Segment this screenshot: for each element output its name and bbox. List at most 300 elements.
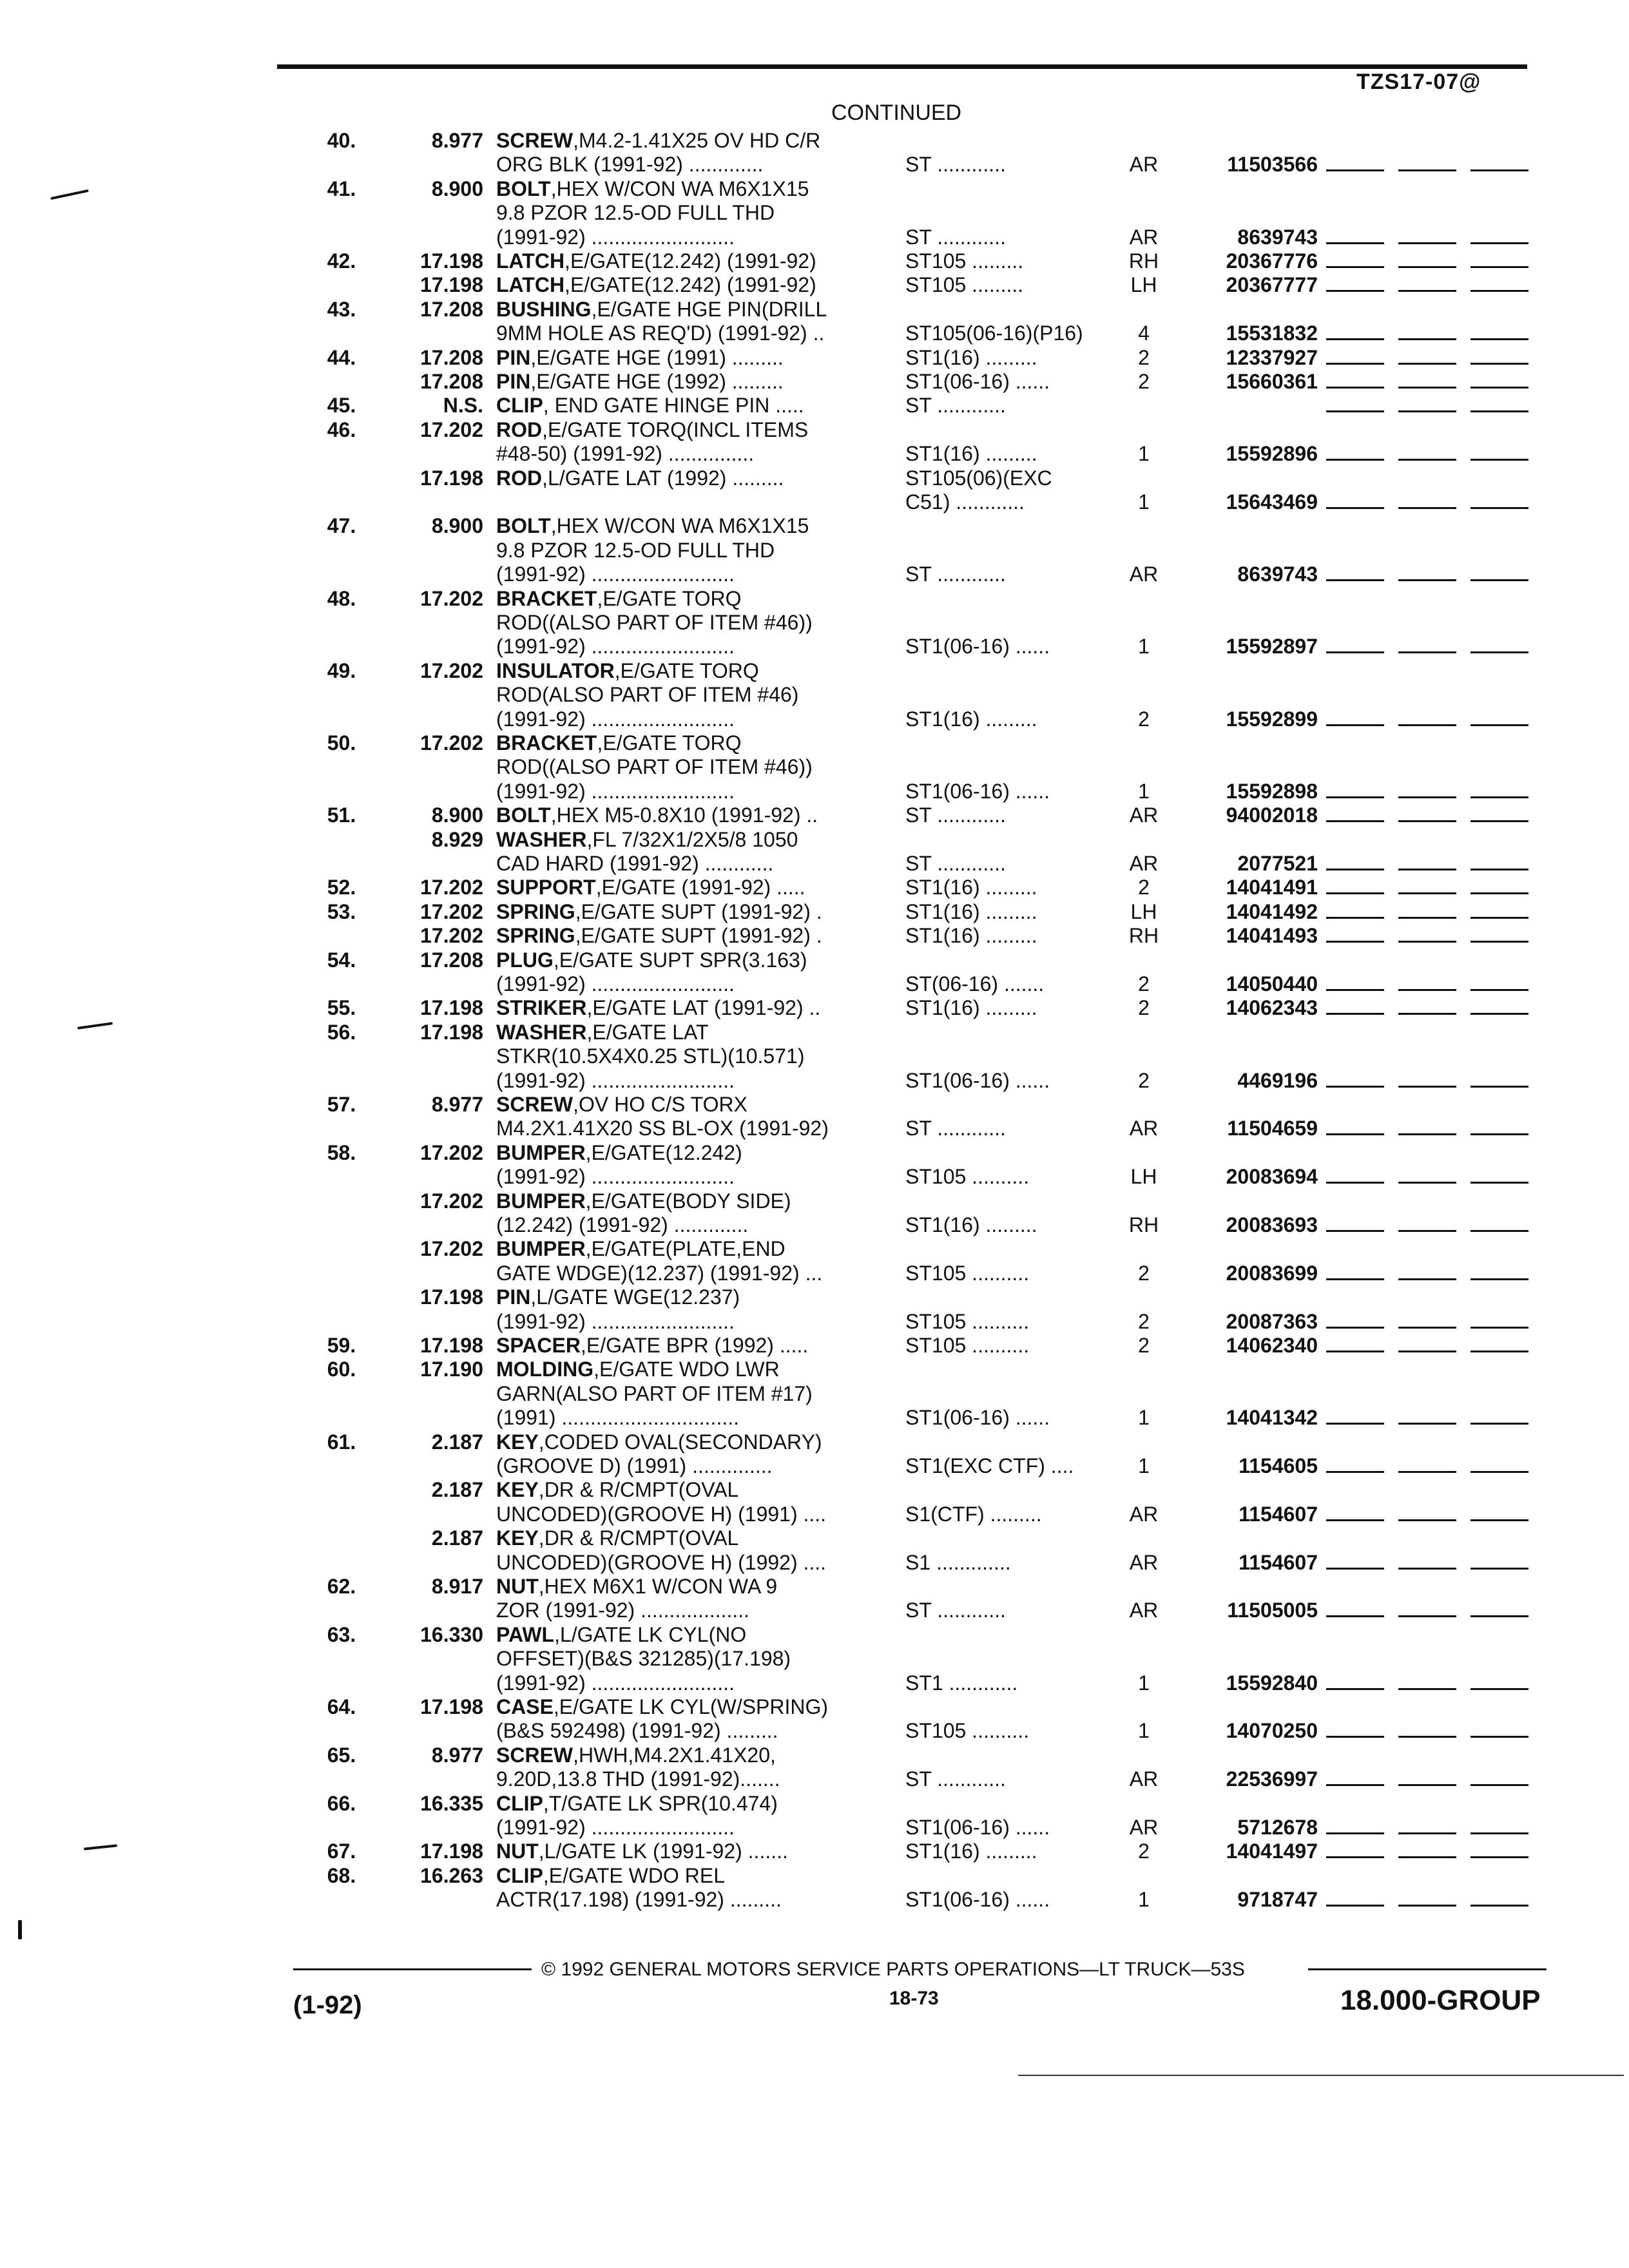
item-number: 53.	[327, 899, 356, 923]
part-description	[496, 1358, 780, 1381]
part-description	[496, 1382, 813, 1405]
part-detail: (1991-92) .........................	[496, 1671, 735, 1695]
part-detail: ,E/GATE BPR (1992) .....	[580, 1334, 809, 1357]
blank-line	[1398, 459, 1456, 461]
blank-line	[1398, 1230, 1456, 1232]
part-detail: #48-50) (1991-92) ...............	[496, 442, 755, 466]
quantity: AR	[1129, 1550, 1159, 1574]
model-usage: ST1(16) .........	[905, 876, 1037, 899]
model-usage: ST ............	[905, 394, 1006, 418]
fill-in-blanks	[1326, 266, 1532, 268]
part-detail: ,L/GATE WGE(12.237)	[530, 1285, 740, 1309]
parts-row	[0, 1744, 1629, 1767]
part-detail: ,E/GATE SUPT SPR(3.163)	[553, 948, 807, 972]
fill-in-blanks	[1326, 387, 1532, 389]
group-number: 16.330	[420, 1622, 483, 1646]
top-rule	[277, 64, 1527, 69]
parts-row	[0, 273, 1629, 296]
fill-in-blanks	[1326, 1736, 1532, 1738]
blank-line	[1398, 892, 1456, 894]
group-number: 17.198	[420, 1334, 483, 1357]
blank-line	[1470, 1471, 1528, 1473]
quantity: 2	[1138, 345, 1150, 369]
item-number: 51.	[327, 803, 356, 827]
part-detail: (1991-92) .........................	[496, 1816, 735, 1839]
fill-in-blanks	[1326, 1519, 1532, 1521]
blank-line	[1398, 1688, 1456, 1690]
part-name: BUSHING	[496, 297, 592, 321]
parts-row	[0, 1406, 1629, 1429]
model-usage: ST1 ............	[905, 1671, 1018, 1695]
group-number: 8.900	[431, 803, 483, 827]
fill-in-blanks	[1326, 1182, 1532, 1184]
blank-line	[1470, 917, 1528, 919]
fill-in-blanks	[1326, 820, 1532, 822]
part-description	[496, 226, 735, 249]
model-usage: ST105(06)(EXC	[905, 466, 1052, 490]
blank-line	[1326, 820, 1384, 822]
model-usage: ST ............	[905, 1599, 1006, 1622]
part-number: 8639743	[1237, 225, 1318, 249]
part-name: SCREW	[496, 129, 574, 152]
quantity: 1	[1138, 1888, 1150, 1912]
part-detail: ,L/GATE LAT (1992) .........	[542, 466, 784, 490]
part-name: BUMPER	[496, 1237, 586, 1261]
part-description	[496, 1888, 782, 1911]
item-number: 62.	[327, 1575, 356, 1598]
blank-line	[1470, 410, 1528, 412]
blank-line	[1398, 1423, 1456, 1425]
part-description	[496, 780, 735, 803]
quantity: RH	[1128, 1213, 1159, 1236]
part-description	[496, 755, 813, 778]
quantity: 2	[1138, 996, 1150, 1020]
part-detail: (GROOVE D) (1991) ..............	[496, 1454, 773, 1477]
part-number: 14041497	[1226, 1840, 1318, 1863]
parts-row	[0, 490, 1629, 514]
part-description	[496, 1695, 828, 1718]
blank-line	[1326, 1905, 1384, 1907]
part-detail: ,HEX M6X1 W/CON WA 9	[538, 1575, 778, 1598]
part-detail: ,E/GATE TORQ	[597, 586, 742, 610]
part-description	[496, 539, 775, 562]
part-description	[496, 1262, 822, 1285]
quantity: AR	[1129, 153, 1159, 177]
item-number: 64.	[327, 1695, 356, 1718]
item-number: 57.	[327, 1093, 356, 1116]
item-number: 42.	[327, 249, 356, 273]
blank-line	[1326, 266, 1384, 268]
item-number: 61.	[327, 1430, 356, 1454]
part-description	[496, 442, 754, 465]
blank-line	[1398, 169, 1456, 171]
part-name: BRACKET	[496, 731, 597, 754]
blank-line	[1326, 290, 1384, 292]
part-number: 14041491	[1226, 876, 1318, 899]
blank-line	[1398, 1182, 1456, 1184]
blank-line	[1398, 387, 1456, 389]
parts-row	[0, 1767, 1629, 1791]
fill-in-blanks	[1326, 1905, 1532, 1907]
fill-in-blanks	[1326, 1568, 1532, 1570]
model-usage: ST105 .........	[905, 249, 1024, 273]
part-number: 15592899	[1226, 707, 1318, 731]
model-usage: ST1(16) .........	[905, 996, 1037, 1020]
quantity: AR	[1129, 1816, 1159, 1839]
part-name: SCREW	[496, 1743, 574, 1767]
quantity: 1	[1138, 635, 1150, 658]
part-description	[496, 346, 784, 369]
item-number: 52.	[327, 876, 356, 899]
part-detail: ,DR & R/CMPT(OVAL	[538, 1526, 739, 1550]
model-usage: ST105 ..........	[905, 1309, 1030, 1333]
blank-line	[1470, 1856, 1528, 1858]
part-detail: (12.242) (1991-92) .............	[496, 1213, 749, 1236]
parts-row	[0, 1864, 1629, 1887]
part-number: 15643469	[1226, 490, 1318, 514]
part-name: ROD	[496, 466, 543, 490]
part-number: 11503566	[1227, 153, 1318, 177]
blank-line	[1326, 1736, 1384, 1738]
part-detail: (1991-92) .........................	[496, 635, 735, 658]
blank-line	[1398, 410, 1456, 412]
blank-line	[1326, 363, 1384, 365]
fill-in-blanks	[1326, 989, 1532, 991]
item-number: 41.	[327, 177, 356, 200]
part-name: LATCH	[496, 273, 565, 297]
quantity: 2	[1138, 972, 1150, 995]
parts-row	[0, 803, 1629, 827]
fill-in-blanks	[1326, 169, 1532, 171]
model-usage: ST1(06-16) ......	[905, 779, 1050, 803]
quantity: AR	[1129, 852, 1159, 875]
blank-line	[1470, 242, 1528, 244]
fill-in-blanks	[1326, 724, 1532, 726]
part-detail: ,E/GATE TORQ(INCL ITEMS	[542, 418, 809, 441]
fill-in-blanks	[1326, 1350, 1532, 1352]
parts-row	[0, 635, 1629, 658]
group-number: 17.198	[420, 996, 483, 1020]
part-name: CLIP	[496, 1863, 543, 1887]
part-name: NUT	[496, 1840, 539, 1863]
part-description	[496, 972, 735, 995]
part-description	[496, 803, 818, 827]
group-number: 17.202	[420, 1140, 483, 1164]
model-usage: ST ............	[905, 1767, 1006, 1791]
part-detail: OFFSET)(B&S 321285)(17.198)	[496, 1647, 791, 1671]
blank-line	[1326, 1856, 1384, 1858]
part-number: 15660361	[1226, 370, 1318, 393]
item-number: 47.	[327, 514, 356, 538]
part-number: 14062343	[1226, 996, 1318, 1020]
blank-line	[1326, 1423, 1384, 1425]
blank-line	[1326, 459, 1384, 461]
parts-row	[0, 1141, 1629, 1164]
part-name: BUMPER	[496, 1189, 586, 1213]
group-number: N.S.	[443, 394, 483, 418]
part-detail: CAD HARD (1991-92) ............	[496, 852, 774, 875]
parts-row	[0, 1454, 1629, 1477]
parts-row	[0, 948, 1629, 972]
part-description	[496, 1430, 822, 1454]
part-description	[496, 1454, 773, 1477]
model-usage: ST1(06-16) ......	[905, 1888, 1050, 1912]
part-number: 15592898	[1226, 779, 1318, 803]
quantity: 2	[1138, 1334, 1150, 1357]
parts-row	[0, 539, 1629, 562]
part-number: 5712678	[1237, 1816, 1318, 1839]
parts-row	[0, 201, 1629, 224]
group-number: 17.208	[420, 297, 483, 321]
blank-line	[1470, 387, 1528, 389]
blank-line	[1398, 724, 1456, 726]
part-number: 1154605	[1239, 1454, 1318, 1477]
part-description	[496, 1503, 826, 1526]
item-number: 43.	[327, 297, 356, 321]
parts-row	[0, 322, 1629, 345]
part-detail: ,L/GATE LK (1991-92) .......	[538, 1840, 788, 1863]
part-description	[496, 683, 798, 706]
blank-line	[1470, 1832, 1528, 1834]
part-number: 15592897	[1226, 635, 1318, 658]
part-name: BUMPER	[496, 1140, 586, 1164]
parts-row	[0, 1647, 1629, 1670]
fill-in-blanks	[1326, 410, 1532, 412]
model-usage: ST105 ..........	[905, 1261, 1030, 1285]
item-number: 63.	[327, 1622, 356, 1646]
item-number: 50.	[327, 731, 356, 754]
part-number: 1154607	[1239, 1502, 1318, 1526]
group-number: 17.202	[420, 418, 483, 441]
group-number: 2.187	[431, 1478, 483, 1502]
fill-in-blanks	[1326, 1471, 1532, 1473]
blank-line	[1398, 1471, 1456, 1473]
parts-row	[0, 924, 1629, 947]
blank-line	[1470, 869, 1528, 870]
footer-copyright: © 1992 GENERAL MOTORS SERVICE PARTS OPERATIONS—LT TRUCK—53S	[541, 1959, 1245, 1980]
part-number: 14062340	[1226, 1334, 1318, 1357]
blank-line	[1326, 989, 1384, 991]
quantity: AR	[1129, 803, 1159, 827]
parts-row	[0, 972, 1629, 995]
blank-line	[1398, 820, 1456, 822]
blank-line	[1326, 1615, 1384, 1617]
part-detail: ,E/GATE WDO LWR	[593, 1358, 780, 1381]
parts-row	[0, 659, 1629, 682]
part-detail: (1991-92) .........................	[496, 779, 735, 803]
quantity: AR	[1129, 562, 1159, 586]
part-name: KEY	[496, 1430, 539, 1454]
part-description	[496, 394, 804, 417]
parts-row	[0, 852, 1629, 875]
blank-line	[1326, 1568, 1384, 1570]
part-number: 1154607	[1239, 1550, 1318, 1574]
part-number: 8639743	[1237, 562, 1318, 586]
blank-line	[1398, 1568, 1456, 1570]
group-number: 17.202	[420, 899, 483, 923]
part-detail: 9.20D,13.8 THD (1991-92).......	[496, 1767, 780, 1791]
blank-line	[1398, 1784, 1456, 1786]
quantity: 2	[1138, 876, 1150, 899]
part-detail: ROD(ALSO PART OF ITEM #46)	[496, 683, 799, 707]
part-detail: ROD((ALSO PART OF ITEM #46))	[496, 755, 813, 779]
item-number: 60.	[327, 1358, 356, 1381]
part-description	[496, 562, 735, 586]
part-detail: ,E/GATE (1991-92) .....	[595, 876, 805, 899]
part-detail: ,L/GATE LK CYL(NO	[554, 1622, 747, 1646]
model-usage: ST1(16) .........	[905, 899, 1037, 923]
footer-date: (1-92)	[293, 1991, 362, 2019]
blank-line	[1398, 1736, 1456, 1738]
quantity: 1	[1138, 1406, 1150, 1430]
blank-line	[1398, 941, 1456, 943]
parts-row	[0, 1189, 1629, 1213]
part-description	[496, 370, 784, 393]
part-name: ROD	[496, 418, 543, 441]
part-detail: ,E/GATE(12.242)	[585, 1140, 742, 1164]
group-number: 16.335	[420, 1791, 483, 1815]
part-description	[496, 249, 816, 273]
part-description	[496, 1334, 808, 1357]
part-detail: UNCODED)(GROOVE H) (1992) ....	[496, 1550, 827, 1574]
part-detail: (1991-92) .........................	[496, 562, 735, 586]
blank-line	[1326, 1471, 1384, 1473]
part-detail: ,E/GATE WDO REL	[543, 1863, 725, 1887]
part-description	[496, 1093, 747, 1116]
model-usage: ST1(EXC CTF) ....	[905, 1454, 1074, 1477]
part-description	[496, 1478, 738, 1501]
model-usage: ST1(06-16) ......	[905, 1068, 1050, 1092]
quantity: AR	[1129, 1767, 1159, 1791]
blank-line	[1326, 1086, 1384, 1088]
part-detail: ,M4.2-1.41X25 OV HD C/R	[573, 129, 821, 152]
model-usage: ST ............	[905, 153, 1006, 177]
part-description	[496, 1021, 709, 1044]
part-detail: ,T/GATE LK SPR(10.474)	[543, 1791, 778, 1815]
parts-row	[0, 514, 1629, 537]
blank-line	[1470, 796, 1528, 798]
parts-row	[0, 1093, 1629, 1116]
blank-line	[1470, 989, 1528, 991]
part-name: STRIKER	[496, 996, 587, 1020]
parts-row	[0, 1310, 1629, 1333]
group-number: 8.977	[431, 1743, 483, 1767]
parts-row	[0, 1888, 1629, 1911]
blank-line	[1398, 507, 1456, 509]
parts-row	[0, 1117, 1629, 1140]
blank-line	[1326, 917, 1384, 919]
parts-row	[0, 1695, 1629, 1718]
part-detail: ,E/GATE LAT	[586, 1020, 709, 1044]
quantity: 2	[1138, 1840, 1150, 1863]
parts-row	[0, 876, 1629, 899]
parts-row	[0, 1719, 1629, 1742]
part-name: BOLT	[496, 177, 551, 200]
model-usage: ST105(06-16)(P16)	[905, 322, 1083, 345]
parts-row	[0, 1840, 1629, 1863]
group-number: 8.900	[431, 177, 483, 200]
part-description	[496, 948, 807, 972]
blank-line	[1326, 1784, 1384, 1786]
blank-line	[1326, 579, 1384, 581]
parts-row	[0, 900, 1629, 923]
part-number: 9718747	[1237, 1888, 1318, 1912]
part-name: SPACER	[496, 1334, 581, 1357]
blank-line	[1326, 1832, 1384, 1834]
fill-in-blanks	[1326, 1013, 1532, 1015]
fill-in-blanks	[1326, 1615, 1532, 1617]
part-detail: , END GATE HINGE PIN .....	[543, 394, 804, 418]
quantity: LH	[1130, 273, 1157, 297]
part-description	[496, 1744, 776, 1767]
blank-line	[1326, 242, 1384, 244]
model-usage: ST ............	[905, 225, 1006, 249]
blank-line	[1398, 1856, 1456, 1858]
quantity: AR	[1129, 1117, 1159, 1140]
part-description	[496, 635, 735, 658]
quantity: 2	[1138, 370, 1150, 393]
fill-in-blanks	[1326, 1086, 1532, 1088]
part-name: INSULATOR	[496, 658, 615, 682]
part-number: 20083693	[1226, 1213, 1318, 1236]
part-detail: ,E/GATE(PLATE,END	[585, 1237, 786, 1261]
parts-row	[0, 707, 1629, 731]
model-usage: ST105 ..........	[905, 1334, 1030, 1357]
blank-line	[1470, 892, 1528, 894]
part-description	[496, 731, 741, 754]
blank-line	[1470, 363, 1528, 365]
fill-in-blanks	[1326, 290, 1532, 292]
group-number: 8.917	[431, 1575, 483, 1598]
part-description	[496, 322, 824, 345]
model-usage: C51) ............	[905, 490, 1025, 514]
part-number: 15531832	[1226, 322, 1318, 345]
part-detail: 9MM HOLE AS REQ'D) (1991-92) ..	[496, 322, 825, 345]
group-number: 17.198	[420, 1840, 483, 1863]
parts-row	[0, 1285, 1629, 1309]
blank-line	[1326, 387, 1384, 389]
part-description	[496, 1623, 746, 1646]
part-name: PIN	[496, 345, 531, 369]
part-description	[496, 1647, 791, 1670]
blank-line	[1470, 507, 1528, 509]
group-number: 17.202	[420, 876, 483, 899]
parts-row	[0, 418, 1629, 441]
parts-row	[0, 1623, 1629, 1646]
part-detail: ,E/GATE LK CYL(W/SPRING)	[553, 1695, 829, 1718]
part-description	[496, 1767, 780, 1791]
part-name: CLIP	[496, 394, 543, 418]
model-usage: ST ............	[905, 852, 1006, 875]
blank-line	[1398, 1615, 1456, 1617]
part-description	[496, 466, 784, 490]
model-usage: S1 .............	[905, 1550, 1011, 1574]
blank-line	[1326, 651, 1384, 653]
fill-in-blanks	[1326, 869, 1532, 870]
blank-line	[1398, 796, 1456, 798]
blank-line	[1398, 266, 1456, 268]
footer-rule-left	[293, 1968, 532, 1970]
part-number: 20083699	[1226, 1261, 1318, 1285]
part-detail: ,E/GATE TORQ	[614, 658, 759, 682]
part-detail: M4.2X1.41X20 SS BL-OX (1991-92)	[496, 1117, 829, 1140]
part-description	[496, 1575, 777, 1598]
part-detail: ,CODED OVAL(SECONDARY)	[538, 1430, 822, 1454]
part-number: 11504659	[1227, 1117, 1318, 1140]
item-number: 59.	[327, 1334, 356, 1357]
group-number: 17.198	[420, 1285, 483, 1309]
blank-line	[1470, 290, 1528, 292]
